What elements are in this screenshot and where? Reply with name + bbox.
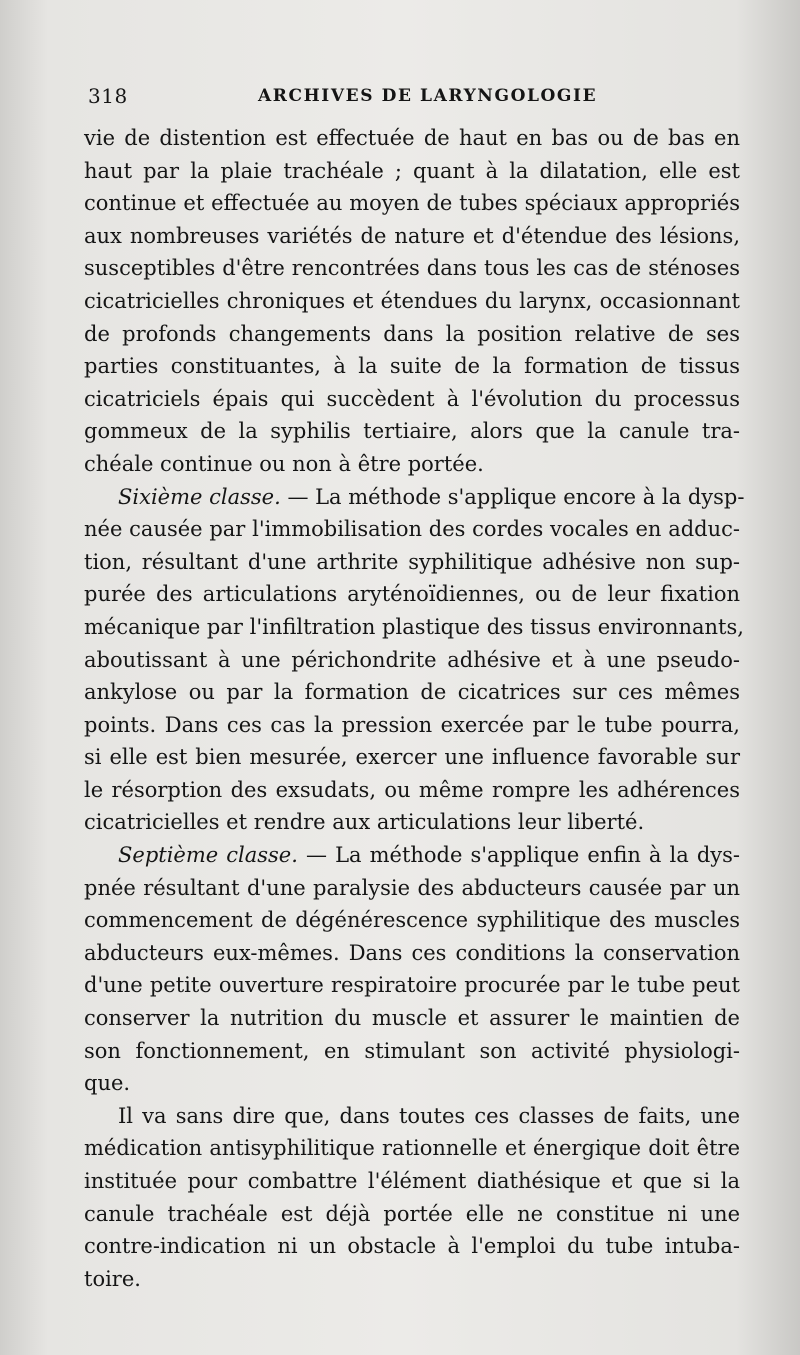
text-line: contre-indication ni un obstacle à l'emploi du tube intuba- bbox=[84, 1234, 740, 1259]
paragraph bbox=[84, 1100, 740, 1296]
text-line: toire. bbox=[84, 1266, 141, 1291]
text-line: le résorption des exsudats, ou même rompre les adhérences bbox=[84, 777, 740, 802]
text-line: médication antisyphilitique rationnelle et énergique doit être bbox=[84, 1136, 740, 1161]
paragraph bbox=[84, 122, 740, 481]
text-line: cicatricielles et rendre aux articulations leur liberté. bbox=[84, 810, 645, 835]
text-line: purée des articulations aryténoïdiennes, ou de leur fixation bbox=[84, 582, 740, 607]
text-line: cicatricielles chroniques et étendues du larynx, occasionnant bbox=[84, 288, 740, 313]
text-line: susceptibles d'être rencontrées dans tous les cas de sténoses bbox=[84, 256, 740, 281]
text-line: instituée pour combattre l'élément diathésique et que si la bbox=[84, 1169, 740, 1193]
text-line: Il va sans dire que, dans toutes ces classes de faits, une bbox=[118, 1103, 740, 1128]
page-header bbox=[88, 84, 748, 114]
page-number: 318 bbox=[88, 84, 128, 108]
text-line: cicatriciels épais qui succèdent à l'évolution du processus bbox=[84, 386, 740, 411]
text-line: vie de distention est effectuée de haut en bas ou de bas en bbox=[84, 126, 740, 150]
text-line: chéale continue ou non à être portée. bbox=[84, 451, 484, 476]
text-line: mécanique par l'infiltration plastique des tissus environnants, bbox=[84, 614, 744, 639]
text-line: aboutissant à une périchondrite adhésive et à une pseudo- bbox=[84, 647, 740, 672]
text-line: continue et effectuée au moyen de tubes spéciaux appropriés bbox=[84, 191, 740, 216]
running-head: ARCHIVES DE LARYNGOLOGIE bbox=[258, 86, 598, 106]
section-heading: Sixième classe. bbox=[118, 484, 281, 509]
body-text bbox=[84, 122, 745, 1295]
text-line: si elle est bien mesurée, exercer une influence favorable sur bbox=[84, 745, 740, 770]
text-line: commencement de dégénérescence syphilitique des muscles bbox=[84, 908, 740, 933]
text-line: points. Dans ces cas la pression exercée par le tube pourra, bbox=[84, 712, 740, 737]
text-fragment: — La méthode s'applique enfin à la dys- bbox=[297, 843, 741, 868]
text-line: que. bbox=[84, 1071, 131, 1096]
text-fragment: — La méthode s'applique encore à la dysp- bbox=[280, 484, 745, 509]
text-line: de profonds changements dans la position relative de ses bbox=[84, 321, 740, 346]
text-line: abducteurs eux-mêmes. Dans ces conditions la conservation bbox=[84, 940, 740, 965]
text-line: ankylose ou par la formation de cicatrices sur ces mêmes bbox=[84, 680, 740, 705]
text-line bbox=[84, 839, 740, 872]
paragraph bbox=[84, 481, 745, 840]
text-line: née causée par l'immobilisation des cordes vocales en adduc- bbox=[84, 517, 740, 542]
text-line: aux nombreuses variétés de nature et d'étendue des lésions, bbox=[84, 223, 740, 248]
text-line: haut par la plaie trachéale ; quant à la dilatation, elle est bbox=[84, 158, 740, 183]
text-line: tion, résultant d'une arthrite syphilitique adhésive non sup- bbox=[84, 549, 740, 574]
text-line: conserver la nutrition du muscle et assurer le maintien de bbox=[84, 1006, 740, 1031]
text-line: d'une petite ouverture respiratoire procurée par le tube peut bbox=[84, 973, 740, 998]
text-line bbox=[84, 481, 745, 514]
paragraph bbox=[84, 839, 740, 1100]
text-line: canule trachéale est déjà portée elle ne constitue ni une bbox=[84, 1201, 740, 1226]
section-heading: Septième classe. bbox=[118, 843, 298, 868]
text-line: gommeux de la syphilis tertiaire, alors que la canule tra- bbox=[84, 419, 740, 444]
text-line: pnée résultant d'une paralysie des abducteurs causée par un bbox=[84, 875, 740, 900]
text-line: parties constituantes, à la suite de la formation de tissus bbox=[84, 354, 740, 379]
text-line: son fonctionnement, en stimulant son activité physiologi- bbox=[84, 1038, 740, 1063]
